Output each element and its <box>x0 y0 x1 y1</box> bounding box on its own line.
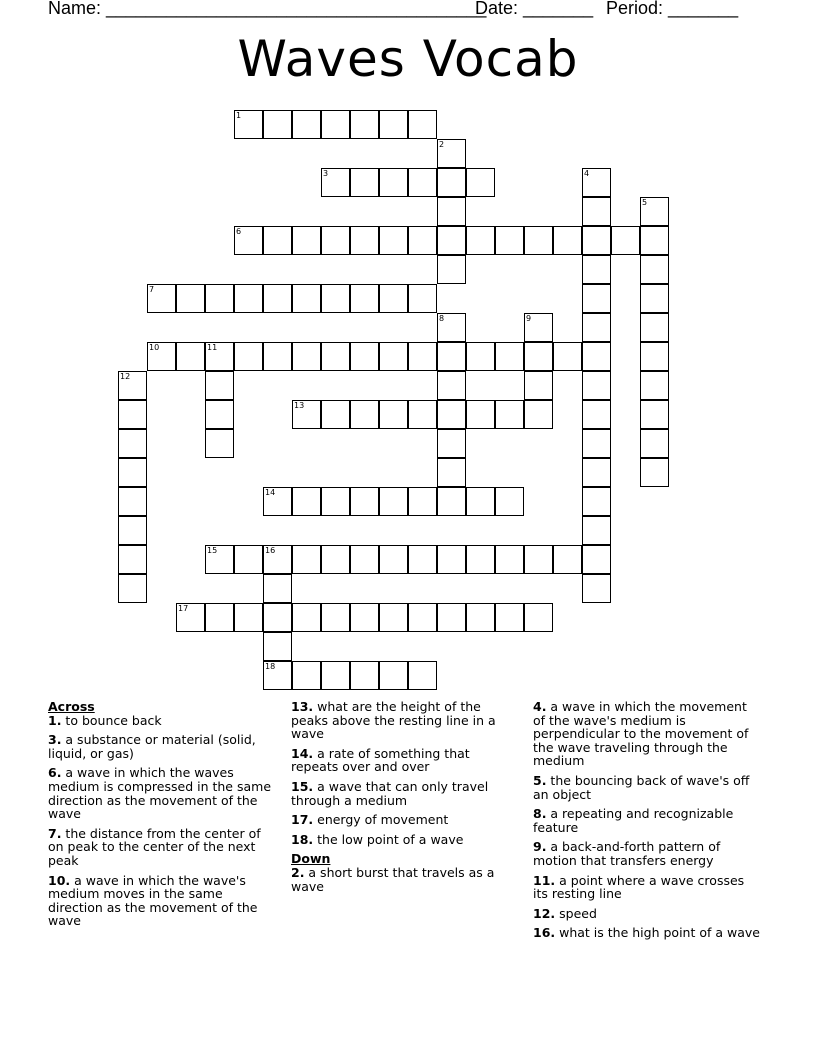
page-title: Waves Vocab <box>237 30 579 88</box>
crossword-cell[interactable] <box>321 342 350 371</box>
crossword-cell[interactable] <box>582 400 611 429</box>
crossword-cell[interactable] <box>640 226 669 255</box>
crossword-cell[interactable] <box>205 342 234 371</box>
crossword-cell[interactable] <box>466 400 495 429</box>
crossword-cell[interactable] <box>176 284 205 313</box>
crossword-cell[interactable] <box>350 603 379 632</box>
clue-item <box>291 780 519 807</box>
clue-number: 4. <box>533 699 547 714</box>
crossword-cell[interactable] <box>437 139 466 168</box>
crossword-cell[interactable] <box>437 168 466 197</box>
crossword-cell[interactable] <box>234 284 263 313</box>
crossword-cell[interactable] <box>321 284 350 313</box>
crossword-cell[interactable] <box>582 516 611 545</box>
crossword-cell[interactable] <box>437 603 466 632</box>
crossword-cell[interactable] <box>408 110 437 139</box>
crossword-cell[interactable] <box>379 284 408 313</box>
crossword-cell[interactable] <box>408 284 437 313</box>
crossword-cell[interactable] <box>234 342 263 371</box>
crossword-cell[interactable] <box>524 545 553 574</box>
crossword-cell[interactable] <box>205 400 234 429</box>
clue-number: 3. <box>48 732 62 748</box>
clue-item <box>533 807 761 834</box>
crossword-cell[interactable] <box>524 342 553 371</box>
cell-number: 18 <box>265 662 276 671</box>
crossword-cell[interactable] <box>118 545 147 574</box>
cell-number: 12 <box>120 372 131 381</box>
clue-text: a point where a wave crosses its resting line <box>533 872 745 902</box>
crossword-cell[interactable] <box>118 574 147 603</box>
cell-number: 3 <box>323 169 329 178</box>
cell-number: 10 <box>149 343 160 352</box>
clue-number: 5. <box>533 772 547 788</box>
cell-number: 11 <box>207 343 218 352</box>
crossword-cell[interactable] <box>640 458 669 487</box>
crossword-cell[interactable] <box>292 661 321 690</box>
clue-item <box>533 907 761 921</box>
crossword-cell[interactable] <box>379 487 408 516</box>
clue-number: 6. <box>48 765 62 781</box>
clue-item <box>48 733 280 760</box>
clue-number: 11. <box>533 872 556 888</box>
crossword-cell[interactable] <box>176 342 205 371</box>
clue-number: 9. <box>533 839 547 855</box>
crossword-cell[interactable] <box>437 342 466 371</box>
crossword-cell[interactable] <box>292 487 321 516</box>
crossword-cell[interactable] <box>437 313 466 342</box>
crossword-cell[interactable] <box>408 487 437 516</box>
crossword-cell[interactable] <box>263 226 292 255</box>
crossword-cell[interactable] <box>234 110 263 139</box>
crossword-cell[interactable] <box>495 226 524 255</box>
crossword-cell[interactable] <box>640 313 669 342</box>
crossword-cell[interactable] <box>495 603 524 632</box>
crossword-cell[interactable] <box>582 545 611 574</box>
cell-number: 5 <box>642 198 648 207</box>
crossword-cell[interactable] <box>350 661 379 690</box>
crossword-cell[interactable] <box>466 603 495 632</box>
crossword-cell[interactable] <box>611 226 640 255</box>
clue-text: a short burst that travels as a wave <box>291 864 495 894</box>
cell-number: 7 <box>149 285 155 294</box>
cell-number: 2 <box>439 140 445 149</box>
crossword-cell[interactable] <box>205 371 234 400</box>
crossword-cell[interactable] <box>437 487 466 516</box>
down-heading: Down <box>291 851 331 867</box>
clue-number: 10. <box>48 872 71 888</box>
cell-number: 8 <box>439 314 445 323</box>
crossword-cell[interactable] <box>466 226 495 255</box>
crossword-cell[interactable] <box>524 313 553 342</box>
crossword-cell[interactable] <box>118 458 147 487</box>
crossword-cell[interactable] <box>350 168 379 197</box>
crossword-cell[interactable] <box>466 545 495 574</box>
clue-text: what are the height of the peaks above the resting line in a wave <box>291 699 496 742</box>
clues-column-1 <box>48 700 280 934</box>
clue-item <box>48 766 280 820</box>
crossword-cell[interactable] <box>321 603 350 632</box>
crossword-cell[interactable] <box>292 226 321 255</box>
crossword-cell[interactable] <box>408 226 437 255</box>
cell-number: 9 <box>526 314 532 323</box>
crossword-cell[interactable] <box>553 226 582 255</box>
crossword-cell[interactable] <box>118 429 147 458</box>
crossword-cell[interactable] <box>437 371 466 400</box>
crossword-cell[interactable] <box>263 603 292 632</box>
crossword-cell[interactable] <box>524 226 553 255</box>
crossword-cell[interactable] <box>292 603 321 632</box>
crossword-cell[interactable] <box>292 545 321 574</box>
clue-number: 14. <box>291 745 314 761</box>
crossword-cell[interactable] <box>263 110 292 139</box>
clue-text: a rate of something that repeats over and over <box>291 745 470 775</box>
crossword-cell[interactable] <box>582 458 611 487</box>
crossword-cell[interactable] <box>582 255 611 284</box>
crossword-cell[interactable] <box>379 400 408 429</box>
crossword-cell[interactable] <box>321 226 350 255</box>
crossword-cell[interactable] <box>350 284 379 313</box>
date-field[interactable]: Date: _______ <box>475 0 594 18</box>
crossword-cell[interactable] <box>147 284 176 313</box>
crossword-cell[interactable] <box>118 371 147 400</box>
crossword-cell[interactable] <box>263 284 292 313</box>
clue-item <box>291 866 519 893</box>
crossword-cell[interactable] <box>524 603 553 632</box>
clue-text: to bounce back <box>61 712 162 728</box>
clue-text: a back-and-forth pattern of motion that transfers energy <box>533 839 721 868</box>
crossword-cell[interactable] <box>466 342 495 371</box>
crossword-cell[interactable] <box>640 400 669 429</box>
clue-number: 7. <box>48 825 62 841</box>
crossword-cell[interactable] <box>350 342 379 371</box>
crossword-cell[interactable] <box>408 342 437 371</box>
crossword-cell[interactable] <box>553 342 582 371</box>
crossword-cell[interactable] <box>437 255 466 284</box>
crossword-cell[interactable] <box>263 632 292 661</box>
cell-number: 4 <box>584 169 590 178</box>
crossword-cell[interactable] <box>640 342 669 371</box>
crossword-cell[interactable] <box>350 487 379 516</box>
crossword-cell[interactable] <box>582 197 611 226</box>
clue-number: 13. <box>291 699 314 714</box>
crossword-cell[interactable] <box>118 400 147 429</box>
crossword-cell[interactable] <box>582 284 611 313</box>
clue-text: a wave that can only travel through a medium <box>291 778 489 808</box>
crossword-cell[interactable] <box>582 429 611 458</box>
crossword-cell[interactable] <box>408 168 437 197</box>
cell-number: 6 <box>236 227 242 236</box>
crossword-cell[interactable] <box>379 168 408 197</box>
clue-text: a repeating and recognizable feature <box>533 806 734 835</box>
clue-item <box>48 714 280 728</box>
crossword-cell[interactable] <box>524 400 553 429</box>
crossword-cell[interactable] <box>205 603 234 632</box>
crossword-cell[interactable] <box>205 545 234 574</box>
crossword-cell[interactable] <box>263 487 292 516</box>
crossword-cell[interactable] <box>582 487 611 516</box>
crossword-cell[interactable] <box>408 545 437 574</box>
clue-text: a wave in which the movement of the wave's medium is perpendicular to the movement of the wave traveling through the medium <box>533 699 749 769</box>
crossword-cell[interactable] <box>408 661 437 690</box>
clue-text: energy of movement <box>313 812 449 828</box>
crossword-cell[interactable] <box>205 284 234 313</box>
crossword-cell[interactable] <box>582 226 611 255</box>
clue-text: a substance or material (solid, liquid, or gas) <box>48 732 256 761</box>
crossword-cell[interactable] <box>350 226 379 255</box>
crossword-cell[interactable] <box>582 342 611 371</box>
crossword-cell[interactable] <box>234 603 263 632</box>
crossword-cell[interactable] <box>350 545 379 574</box>
cell-number: 14 <box>265 488 276 497</box>
cell-number: 1 <box>236 111 242 120</box>
clue-number: 17. <box>291 812 314 828</box>
crossword-cell[interactable] <box>147 342 176 371</box>
crossword-cell[interactable] <box>437 429 466 458</box>
crossword-cell[interactable] <box>263 545 292 574</box>
crossword-cell[interactable] <box>263 342 292 371</box>
clue-text: the distance from the center of on peak to the center of the next peak <box>48 825 261 868</box>
crossword-cell[interactable] <box>292 342 321 371</box>
clue-item <box>48 874 280 928</box>
crossword-cell[interactable] <box>263 661 292 690</box>
clue-item <box>533 840 761 867</box>
crossword-cell[interactable] <box>582 168 611 197</box>
clues-column-2 <box>291 700 519 899</box>
clue-number: 8. <box>533 806 547 822</box>
crossword-cell[interactable] <box>321 487 350 516</box>
crossword-cell[interactable] <box>437 400 466 429</box>
clue-item <box>533 774 761 801</box>
crossword-cell[interactable] <box>640 429 669 458</box>
crossword-cell[interactable] <box>466 168 495 197</box>
crossword-cell[interactable] <box>379 545 408 574</box>
clue-item <box>533 926 761 940</box>
crossword-cell[interactable] <box>640 255 669 284</box>
crossword-cell[interactable] <box>321 400 350 429</box>
crossword-cell[interactable] <box>379 110 408 139</box>
clues-column-3 <box>533 700 761 946</box>
clue-text: the low point of a wave <box>313 831 464 847</box>
crossword-cell[interactable] <box>292 400 321 429</box>
crossword-cell[interactable] <box>495 342 524 371</box>
clue-item <box>533 700 761 768</box>
cell-number: 16 <box>265 546 276 555</box>
crossword-cell[interactable] <box>379 661 408 690</box>
crossword-cell[interactable] <box>321 110 350 139</box>
crossword-cell[interactable] <box>234 545 263 574</box>
crossword-cell[interactable] <box>582 371 611 400</box>
clue-text: what is the high point of a wave <box>555 925 760 941</box>
clue-number: 15. <box>291 778 314 794</box>
clue-number: 1. <box>48 712 62 728</box>
clue-text: a wave in which the waves medium is compressed in the same direction as the movement of the wave <box>48 765 272 822</box>
crossword-cell[interactable] <box>553 545 582 574</box>
crossword-cell[interactable] <box>379 342 408 371</box>
crossword-cell[interactable] <box>495 487 524 516</box>
across-heading: Across <box>48 699 95 714</box>
period-field[interactable]: Period: _______ <box>606 0 739 18</box>
crossword-cell[interactable] <box>205 429 234 458</box>
clue-number: 18. <box>291 831 314 847</box>
cell-number: 15 <box>207 546 218 555</box>
crossword-cell[interactable] <box>176 603 205 632</box>
clue-item <box>291 833 519 847</box>
clue-text: the bouncing back of wave's off an object <box>533 772 750 802</box>
crossword-cell[interactable] <box>437 226 466 255</box>
clue-number: 12. <box>533 905 556 921</box>
clue-text: speed <box>555 905 597 921</box>
clue-item <box>291 813 519 827</box>
clue-number: 2. <box>291 864 305 880</box>
clue-item <box>291 700 519 741</box>
cell-number: 17 <box>178 604 189 613</box>
crossword-cell[interactable] <box>495 545 524 574</box>
clue-number: 16. <box>533 925 556 941</box>
crossword-cell[interactable] <box>379 603 408 632</box>
crossword-cell[interactable] <box>437 458 466 487</box>
clue-item <box>533 874 761 901</box>
clue-item <box>48 827 280 868</box>
crossword-cell[interactable] <box>350 110 379 139</box>
crossword-cell[interactable] <box>466 487 495 516</box>
crossword-cell[interactable] <box>321 661 350 690</box>
crossword-cell[interactable] <box>321 545 350 574</box>
clue-item <box>291 747 519 774</box>
crossword-cell[interactable] <box>408 603 437 632</box>
crossword-cell[interactable] <box>292 284 321 313</box>
crossword-cell[interactable] <box>263 574 292 603</box>
crossword-cell[interactable] <box>582 313 611 342</box>
crossword-cell[interactable] <box>379 226 408 255</box>
crossword-cell[interactable] <box>437 545 466 574</box>
crossword-cell[interactable] <box>118 516 147 545</box>
crossword-cell[interactable] <box>495 400 524 429</box>
crossword-cell[interactable] <box>640 371 669 400</box>
crossword-cell[interactable] <box>292 110 321 139</box>
crossword-cell[interactable] <box>408 400 437 429</box>
crossword-cell[interactable] <box>524 371 553 400</box>
clue-text: a wave in which the wave's medium moves in the same direction as the movement of the wave <box>48 872 258 929</box>
name-field[interactable]: Name: ______________________________________ <box>48 0 487 18</box>
crossword-cell[interactable] <box>234 226 263 255</box>
crossword-cell[interactable] <box>350 400 379 429</box>
crossword-cell[interactable] <box>118 487 147 516</box>
crossword-cell[interactable] <box>640 284 669 313</box>
crossword-cell[interactable] <box>321 168 350 197</box>
crossword-cell[interactable] <box>582 574 611 603</box>
crossword-cell[interactable] <box>640 197 669 226</box>
cell-number: 13 <box>294 401 305 410</box>
crossword-cell[interactable] <box>437 197 466 226</box>
